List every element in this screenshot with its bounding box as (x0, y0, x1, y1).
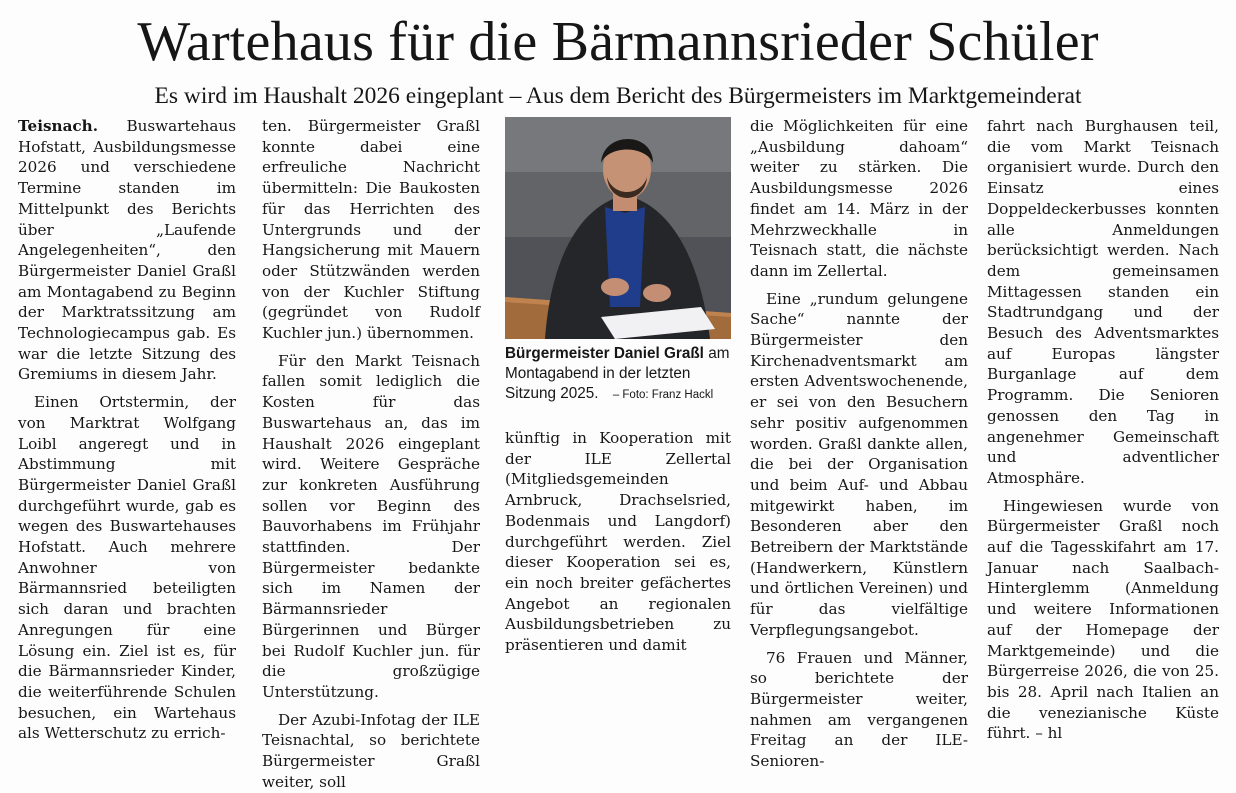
photo-illustration (505, 117, 731, 339)
paragraph: künftig in Kooperation mit der ILE Zellertal (Mitgliedsgemeinden Arnbruck, Drachselsried, Bodenmais und Langdorf) durchgeführt werden. Ziel dieser Kooperation sei es, ein noch breiter gefächertes Angebot an regionalen Ausbildungsbetrieben zu präsentieren und damit (505, 429, 731, 655)
paragraph: Einen Ortstermin, der von Marktrat Wolfgang Loibl angeregt und in Abstimmung mit Bürgermeister Daniel Graßl durchgeführt wurde, gab es wegen des Buswartehauses Hofstatt. Auch mehrere Anwohner von Bärmannsried beteiligten sich daran und brachten Anregungen für eine Lösung ein. Ziel ist es, für die Bärmannsrieder Kinder, die weiterführende Schulen besuchen, ein Wartehaus als Wetterschutz zu errich- (18, 393, 236, 743)
paragraph: die Möglichkeiten für eine „Ausbildung dahoam“ weiter zu stärken. Die Ausbildungsmesse 2026 findet am 14. März in der Mehrzweckhalle in Teisnach statt, die nächste dann im Zellertal. (750, 117, 968, 280)
paragraph: Hingewiesen wurde von Bürgermeister Graßl noch auf die Tagesskifahrt am 17. Januar nach Saalbach-Hinterglemm (Anmeldung und weitere Informationen auf der Homepage der Marktgemeinde) und die Bürgerreise 2026, die von 25. bis 28. April nach Italien an die venezianische Küste führt. – hl (987, 496, 1219, 743)
paragraph: fahrt nach Burghausen teil, die vom Markt Teisnach organisiert wurde. Durch den Einsatz eines Doppeldeckerbusses konnten alle Anmeldungen berücksichtigt werden. Nach dem gemeinsamen Mittagessen standen ein Stadtrundgang und der Besuch des Adventsmarktes auf Europas längster Burganlage auf dem Programm. Die Senioren genossen den Tag in angenehmer Gemeinschaft und adventlicher Atmosphäre. (987, 117, 1219, 487)
column-2 (262, 116, 480, 793)
paragraph: Der Azubi-Infotag der ILE Teisnachtal, so berichtete Bürgermeister Graßl weiter, soll (262, 710, 480, 791)
caption-text: am Montagabend in der letzten Sitzung 2025. (505, 345, 730, 402)
column-1 (18, 116, 236, 744)
column-5 (987, 116, 1219, 744)
paragraph: 76 Frauen und Männer, so berichtete der Bürgermeister weiter, nahmen am vergangenen Freitag an der ILE-Senioren- (750, 648, 968, 771)
paragraph (18, 116, 236, 385)
column-4 (750, 116, 968, 772)
caption-name: Bürgermeister Daniel Graßl (505, 345, 704, 362)
paragraph: Eine „rundum gelungene Sache“ nannte der Bürgermeister den Kirchenadventsmarkt am ersten Adventswochenende, er sei von den Besuchern sehr positiv aufgenommen worden. Graßl dankte allen, die bei der Organisation und beim Auf- und Abbau mitgewirkt haben, im Besonderen aber den Betreibern der Marktstände (Handwerkern, Künstlern und örtlichen Vereinen) und für das vielfältige Verpflegungsangebot. (750, 289, 968, 639)
paragraph: Für den Markt Teisnach fallen somit lediglich die Kosten für das Buswartehaus an, das im Haushalt 2026 eingeplant wird. Weitere Gespräche zur konkreten Ausführung sollen vor Beginn des Bauvorhabens im Frühjahr stattfinden. Der Bürgermeister bedankte sich im Namen der Bärmannsrieder Bürgerinnen und Bürger bei Rudolf Kuchler jun. für die großzügige Unterstützung. (262, 351, 480, 701)
paragraph-text: Buswartehaus Hofstatt, Ausbildungsmesse 2026 und verschiedene Termine standen im Mittelpunkt des Berichts über „Laufende Angelegenheiten“, den Bürgermeister Daniel Graßl am Montagabend zu Beginn der Marktratssitzung am Technologiecampus gab. Es war die letzte Sitzung des Gremiums in diesem Jahr. (18, 117, 236, 384)
photo-credit: – Foto: Franz Hackl (612, 389, 714, 401)
headline: Wartehaus für die Bärmannsrieder Schüler (137, 11, 1099, 73)
subheadline: Es wird im Haushalt 2026 eingeplant – Aus dem Bericht des Bürgermeisters im Marktgemeinderat (154, 83, 1082, 109)
column-3 (505, 428, 731, 656)
dateline: Teisnach. (18, 117, 98, 135)
photo-caption (505, 344, 737, 405)
paragraph: ten. Bürgermeister Graßl konnte dabei eine erfreuliche Nachricht übermitteln: Die Baukosten für das Herrichten des Untergrunds und der Hangsicherung mit Mauern oder Stützwänden werden von der Kuchler Stiftung (gegründet von Rudolf Kuchler jun.) übernommen. (262, 117, 480, 343)
mayor-photo (505, 117, 731, 339)
